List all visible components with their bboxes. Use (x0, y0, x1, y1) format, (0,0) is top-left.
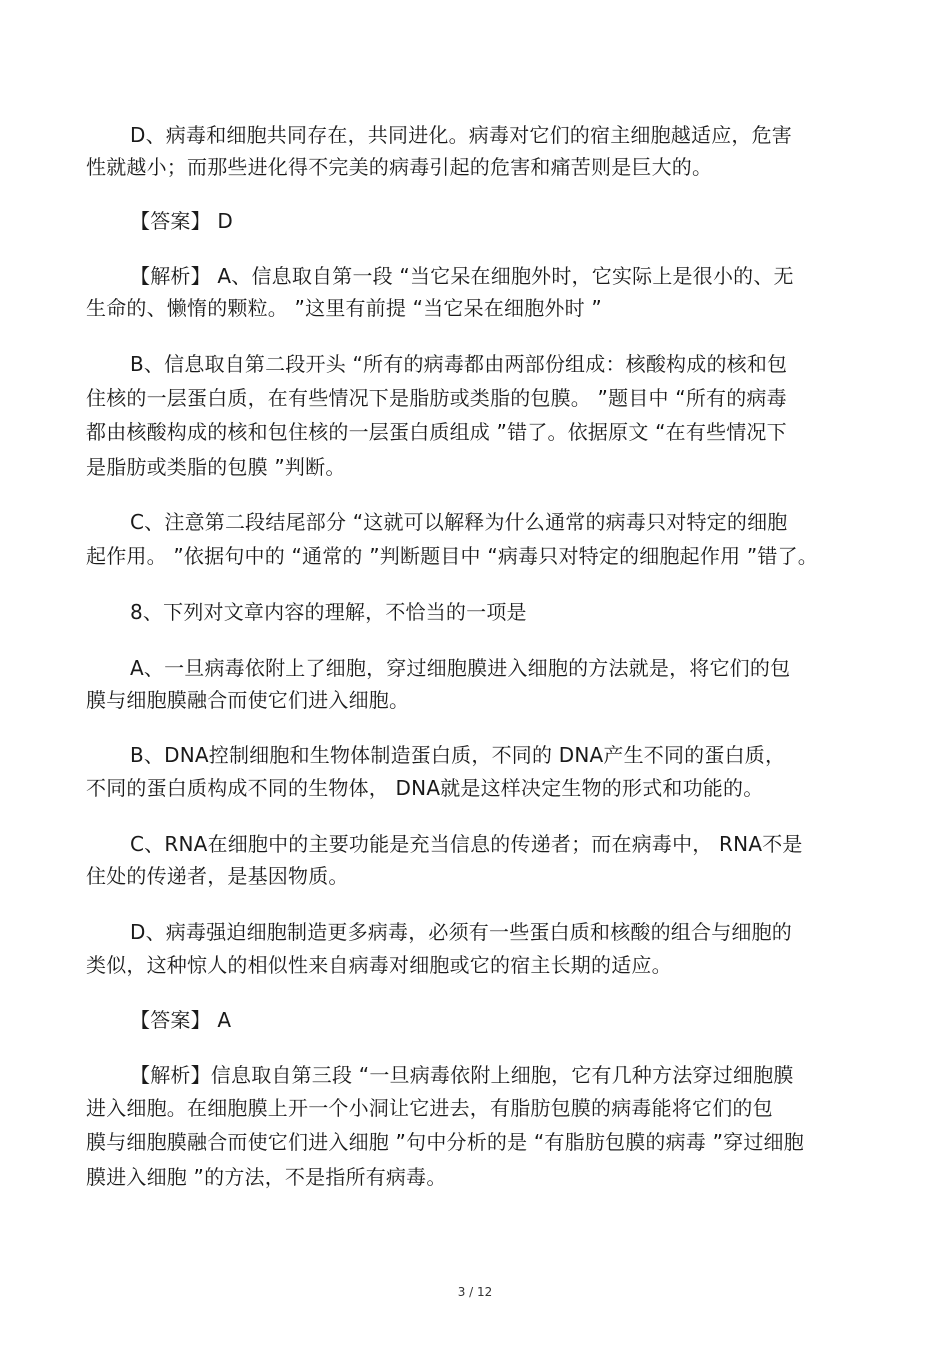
q8-option-c-line-1: C、RNA在细胞中的主要功能是充当信息的传递者；而在病毒中， RNA不是 (130, 832, 803, 856)
analysis-b-line-1: B、信息取自第二段开头 “所有的病毒都由两部份组成：核酸构成的核和包 (130, 352, 788, 376)
analysis-b-line-3: 都由核酸构成的核和包住核的一层蛋白质组成 ”错了。依据原文 “在有些情况下 (86, 420, 787, 444)
q8-option-c-line-2: 住处的传递者，是基因物质。 (86, 864, 349, 888)
analysis-2-line-2: 进入细胞。在细胞膜上开一个小洞让它进去，有脂肪包膜的病毒能将它们的包 (86, 1096, 773, 1120)
analysis-c-line-1: C、注意第二段结尾部分 “这就可以解释为什么通常的病毒只对特定的细胞 (130, 510, 788, 534)
q8-option-b-line-1: B、DNA控制细胞和生物体制造蛋白质，不同的 DNA产生不同的蛋白质， (130, 743, 786, 767)
option-d-line-1: D、病毒和细胞共同存在，共同进化。病毒对它们的宿主细胞越适应，危害 (130, 123, 792, 147)
q8-option-a-line-2: 膜与细胞膜融合而使它们进入细胞。 (86, 688, 410, 712)
q8-option-b-line-2: 不同的蛋白质构成不同的生物体， DNA就是这样决定生物的形式和功能的。 (86, 776, 764, 800)
analysis-2-line-3: 膜与细胞膜融合而使它们进入细胞 ”句中分析的是 “有脂肪包膜的病毒 ”穿过细胞 (86, 1130, 804, 1154)
option-d-line-2: 性就越小；而那些进化得不完美的病毒引起的危害和痛苦则是巨大的。 (86, 155, 713, 179)
q8-option-a-line-1: A、一旦病毒依附上了细胞，穿过细胞膜进入细胞的方法就是，将它们的包 (130, 656, 791, 680)
question-8: 8、下列对文章内容的理解，不恰当的一项是 (130, 600, 527, 624)
answer-1: 【答案】 D (130, 209, 233, 233)
analysis-1-line-2: 生命的、懒惰的颗粒。 ”这里有前提 “当它呆在细胞外时 ” (86, 296, 602, 320)
analysis-c-line-2: 起作用。 ”依据句中的 “通常的 ”判断题目中 “病毒只对特定的细胞起作用 ”错了。 (86, 544, 818, 568)
analysis-b-line-4: 是脂肪或类脂的包膜 ”判断。 (86, 455, 346, 479)
answer-2: 【答案】 A (130, 1008, 232, 1032)
analysis-b-line-2: 住核的一层蛋白质，在有些情况下是脂肪或类脂的包膜。 ”题目中 “所有的病毒 (86, 386, 787, 410)
page-number: 3 / 12 (457, 1285, 493, 1299)
q8-option-d-line-1: D、病毒强迫细胞制造更多病毒，必须有一些蛋白质和核酸的组合与细胞的 (130, 920, 792, 944)
analysis-1-line-1: 【解析】 A、信息取自第一段 “当它呆在细胞外时，它实际上是很小的、无 (130, 264, 794, 288)
analysis-2-line-4: 膜进入细胞 ”的方法，不是指所有病毒。 (86, 1165, 447, 1189)
analysis-2-line-1: 【解析】信息取自第三段 “一旦病毒依附上细胞，它有几种方法穿过细胞膜 (130, 1063, 794, 1087)
q8-option-d-line-2: 类似，这种惊人的相似性来自病毒对细胞或它的宿主长期的适应。 (86, 953, 672, 977)
